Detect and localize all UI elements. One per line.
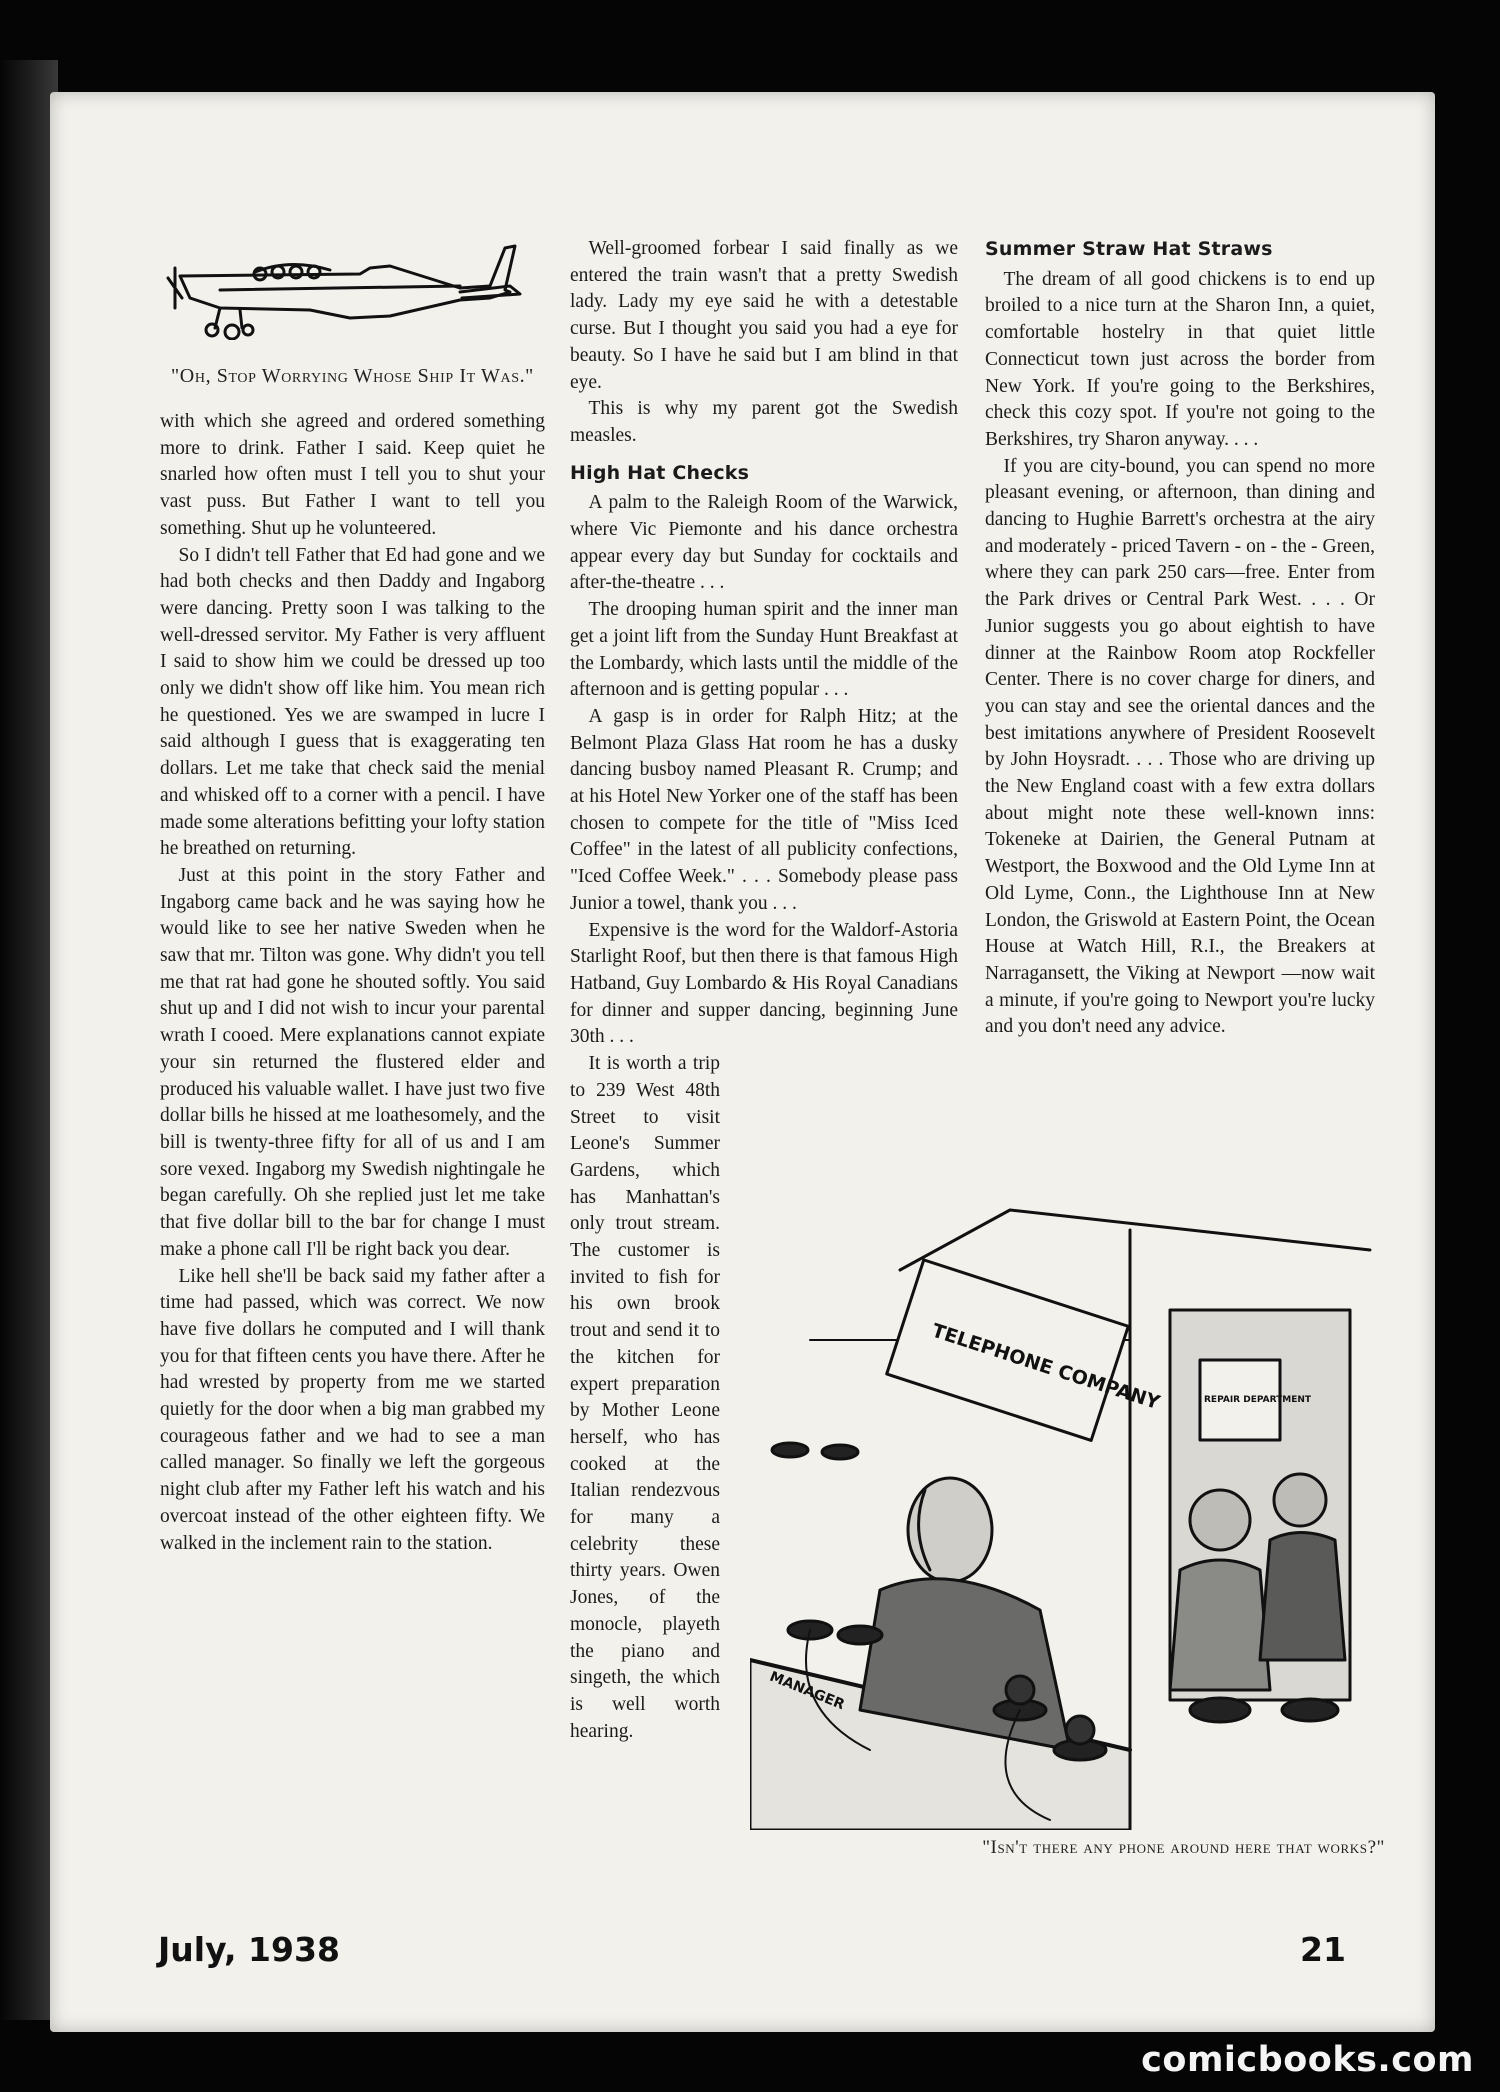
cartoon-door-text: REPAIR DEPARTMENT <box>1204 1395 1312 1405</box>
paragraph: with which she agreed and ordered something more to drink. Father I said. Keep quiet he snarled how often must I tell you to shut your vast puss. But Father I want to tell you something. Shut up he volunteered. <box>160 411 545 539</box>
telephone-cartoon <box>750 1190 1375 1830</box>
cartoon-desk-plate: MANAGER <box>767 1668 847 1714</box>
paragraph: So I didn't tell Father that Ed had gone and we had both checks and then Daddy and Ingaborg were dancing. Pretty soon I was talking to the well-dressed servitor. My Father is very affluent I said to show him we could be dressed up too only we didn't show off like him. You mean rich he questioned. Yes we are swamped in lucre I said although I guess that is exaggerating ten dollars. Let me take that check said the menial and whisked off to a corner with a pencil. I have made some alterations befitting your lofty station he breathed on returning. <box>160 544 545 860</box>
page-number: 21 <box>1300 1930 1346 1969</box>
airplane-caption: "Oh, Stop Worrying Whose Ship It Was." <box>171 365 534 387</box>
paragraph: This is why my parent got the Swedish measles. <box>570 398 958 446</box>
cartoon-sign-text: TELEPHONE COMPANY <box>929 1319 1163 1415</box>
paragraph: Expensive is the word for the Waldorf-Astoria Starlight Roof, but then there is that famous High Hatband, Guy Lombardo & His Royal Canadians for dinner and supper dancing, beginning June 30th . . . <box>570 919 958 1048</box>
paragraph: Just at this point in the story Father and Ingaborg came back and he was saying how he would like to see her native Sweden when he saw that mr. Tilton was gone. Why didn't you tell me that rat had gone he shouted softly. You said shut up and I did not wish to incur your parental wrath I cooed. Mere explanations cannot expiate your sin returned the flustered elder and produced his valuable wallet. I have just two five dollar bills he hissed at me loathesomely, and the bill is twenty-three fifty for all of us and I am sore vexed. Ingaborg my Swedish nightingale he began carefully. Oh she replied just let me take that five dollar bill to the bar for change I must make a phone call I'll be right back you dear. <box>160 864 545 1260</box>
paragraph: The dream of all good chickens is to end up broiled to a nice turn at the Sharon Inn, a quiet, comfortable hostelry in that quiet little Connecticut town just across the border from New York. If you're going to the Berkshires, check this cozy spot. If you're not going to the Berkshires, try Sharon anyway. . . . <box>985 268 1375 450</box>
paragraph: A gasp is in order for Ralph Hitz; at the Belmont Plaza Glass Hat room he has a dusky dancing busboy named Pleasant R. Crump; and at his Hotel New Yorker one of the staff has been chosen to compete for the title of "Miss Iced Coffee" in the latest of all publicity confections, "Iced Coffee Week." . . . Somebody please pass Junior a towel, thank you . . . <box>570 705 958 914</box>
paragraph: Like hell she'll be back said my father after a time had passed, which was correct. We now have five dollars he computed and I will thank you for that fifteen cents you have there. After he had wrested by property from me we started quietly for the door when a big man grabbed my courageous father and we had to see a man called manager. So finally we left the gorgeous night club after my Father left his watch and his overcoat instead of the other eighteen fifty. We walked in the inclement rain to the station. <box>160 1265 545 1554</box>
issue-date: July, 1938 <box>158 1930 340 1969</box>
source-watermark: comicbooks.com <box>1141 2040 1474 2080</box>
narrow-paragraph: It is worth a trip to 239 West 48th Street to visit Leone's Summer Gardens, which has Manhattan's only trout stream. The customer is invited to fish for his own brook trout and send it to the kitchen for expert preparation by Mother Leone herself, who has cooked at the Italian rendezvous for many a celebrity these thirty years. Owen Jones, of the monocle, playeth the piano and singeth, the which is well worth hearing. <box>570 1053 720 1742</box>
paragraph: The drooping human spirit and the inner man get a joint lift from the Sunday Hunt Breakfast at the Lombardy, which lasts until the middle of the afternoon and is getting popular . . . <box>570 599 958 701</box>
telephone-cartoon-caption: "Isn't there any phone around here that works?" <box>982 1837 1385 1858</box>
section-heading: High Hat Checks <box>570 461 750 484</box>
section-heading: Summer Straw Hat Straws <box>985 238 1273 260</box>
column-1 <box>160 236 545 1557</box>
column-3 <box>985 236 1375 1041</box>
paragraph: Well-groomed forbear I said finally as we entered the train wasn't that a pretty Swedish lady. Lady my eye said he with a detestable curse. But I thought you said you had a eye for beauty. So I have he said but I am blind in that eye. <box>570 238 958 393</box>
paragraph: If you are city-bound, you can spend no more pleasant evening, or afternoon, than dining and dancing to Hughie Barrett's orchestra at the airy and moderately - priced Tavern - on - the - Green, where they can park 250 cars—free. Enter from the Park drives or Central Park West. . . . Or Junior suggests you go about eightish to have dinner at the Rainbow Room atop Rockfeller Center. There is no cover charge for diners, and you can stay and see the oriental dances and the best imitations anywhere of President Roosevelt by John Hoysradt. . . . Those who are driving up the New England coast with a few extra dollars about might note these well-known inns: Tokeneke at Dairien, the General Putnam at Westport, the Boxwood and the Old Lyme Inn at Old Lyme, Conn., the Lighthouse Inn at New London, the Griswold at Eastern Point, the Ocean House at Watch Hill, R.I., the Breakers at Narragansett, the Viking at Newport —now wait a minute, if you're going to Newport you're lucky and you don't need any advice. <box>985 455 1375 1038</box>
paragraph: A palm to the Raleigh Room of the Warwick, where Vic Piemonte and his dance orchestra appear every day but Sunday for cocktails and after-the-theatre . . . <box>570 492 958 594</box>
